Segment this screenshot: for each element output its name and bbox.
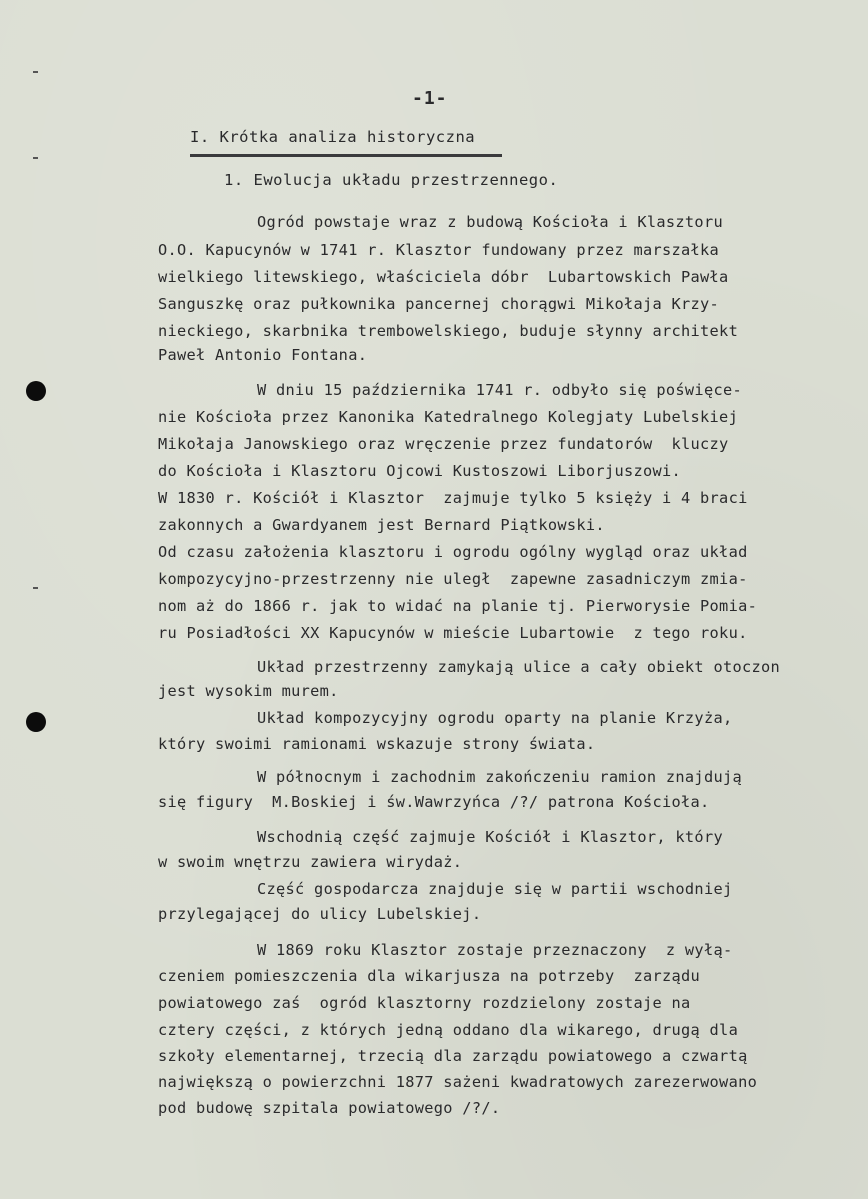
heading-underline [190, 154, 502, 157]
text-line: pod budowę szpitala powiatowego /?/. [158, 1099, 501, 1117]
margin-mark [33, 587, 38, 589]
text-line: Część gospodarcza znajduje się w partii wschodniej [257, 880, 733, 898]
text-line: zakonnych a Gwardyanem jest Bernard Piątkowski. [158, 516, 605, 534]
text-line: szkoły elementarnej, trzecią dla zarządu powiatowego a czwartą [158, 1047, 748, 1065]
punch-hole-upper [26, 381, 46, 401]
page-number: -1- [412, 88, 448, 109]
text-line: przylegającej do ulicy Lubelskiej. [158, 905, 482, 923]
text-line: O.O. Kapucynów w 1741 r. Klasztor fundowany przez marszałka [158, 241, 720, 259]
text-line: Ogród powstaje wraz z budową Kościoła i Klasztoru [257, 213, 723, 231]
text-line: kompozycyjno-przestrzenny nie uległ zapewne zasadniczym zmia- [158, 570, 748, 588]
text-line: ru Posiadłości XX Kapucynów w mieście Lubartowie z tego roku. [158, 624, 748, 642]
margin-mark [33, 71, 38, 73]
text-line: Układ przestrzenny zamykają ulice a cały obiekt otoczon [257, 658, 781, 676]
subsection-heading: 1. Ewolucja układu przestrzennego. [224, 171, 559, 189]
text-line: czeniem pomieszczenia dla wikarjusza na potrzeby zarządu [158, 967, 701, 985]
punch-hole-lower [26, 712, 46, 732]
text-line: wielkiego litewskiego, właściciela dóbr Lubartowskich Pawła [158, 268, 729, 286]
section-heading: I. Krótka analiza historyczna [190, 128, 476, 146]
margin-mark [33, 157, 38, 159]
text-line: nom aż do 1866 r. jak to widać na planie tj. Pierworysie Pomia- [158, 597, 758, 615]
text-line: Mikołaja Janowskiego oraz wręczenie przez fundatorów kluczy [158, 435, 729, 453]
text-line: cztery części, z których jedną oddano dla wikarego, drugą dla [158, 1021, 739, 1039]
text-line: w swoim wnętrzu zawiera wirydaż. [158, 853, 463, 871]
text-line: się figury M.Boskiej i św.Wawrzyńca /?/ patrona Kościoła. [158, 793, 710, 811]
text-line: Od czasu założenia klasztoru i ogrodu ogólny wygląd oraz układ [158, 543, 748, 561]
text-line: W 1830 r. Kościół i Klasztor zajmuje tylko 5 księży i 4 braci [158, 489, 748, 507]
text-line: Układ kompozycyjny ogrodu oparty na planie Krzyża, [257, 709, 733, 727]
text-line: największą o powierzchni 1877 sażeni kwadratowych zarezerwowano [158, 1073, 758, 1091]
text-line: powiatowego zaś ogród klasztorny rozdzielony zostaje na [158, 994, 691, 1012]
text-line: W 1869 roku Klasztor zostaje przeznaczony z wyłą- [257, 941, 733, 959]
text-line: do Kościoła i Klasztoru Ojcowi Kustoszowi Liborjuszowi. [158, 462, 682, 480]
text-line: nieckiego, skarbnika trembowelskiego, buduje słynny architekt [158, 322, 739, 340]
text-line: W dniu 15 października 1741 r. odbyło się poświęce- [257, 381, 742, 399]
text-line: jest wysokim murem. [158, 682, 339, 700]
text-line: Sanguszkę oraz pułkownika pancernej chorągwi Mikołaja Krzy- [158, 295, 720, 313]
text-line: nie Kościoła przez Kanonika Katedralnego Kolegjaty Lubelskiej [158, 408, 739, 426]
text-line: Paweł Antonio Fontana. [158, 346, 368, 364]
text-line: który swoimi ramionami wskazuje strony świata. [158, 735, 596, 753]
text-line: W północnym i zachodnim zakończeniu ramion znajdują [257, 768, 742, 786]
text-line: Wschodnią część zajmuje Kościół i Klasztor, który [257, 828, 723, 846]
